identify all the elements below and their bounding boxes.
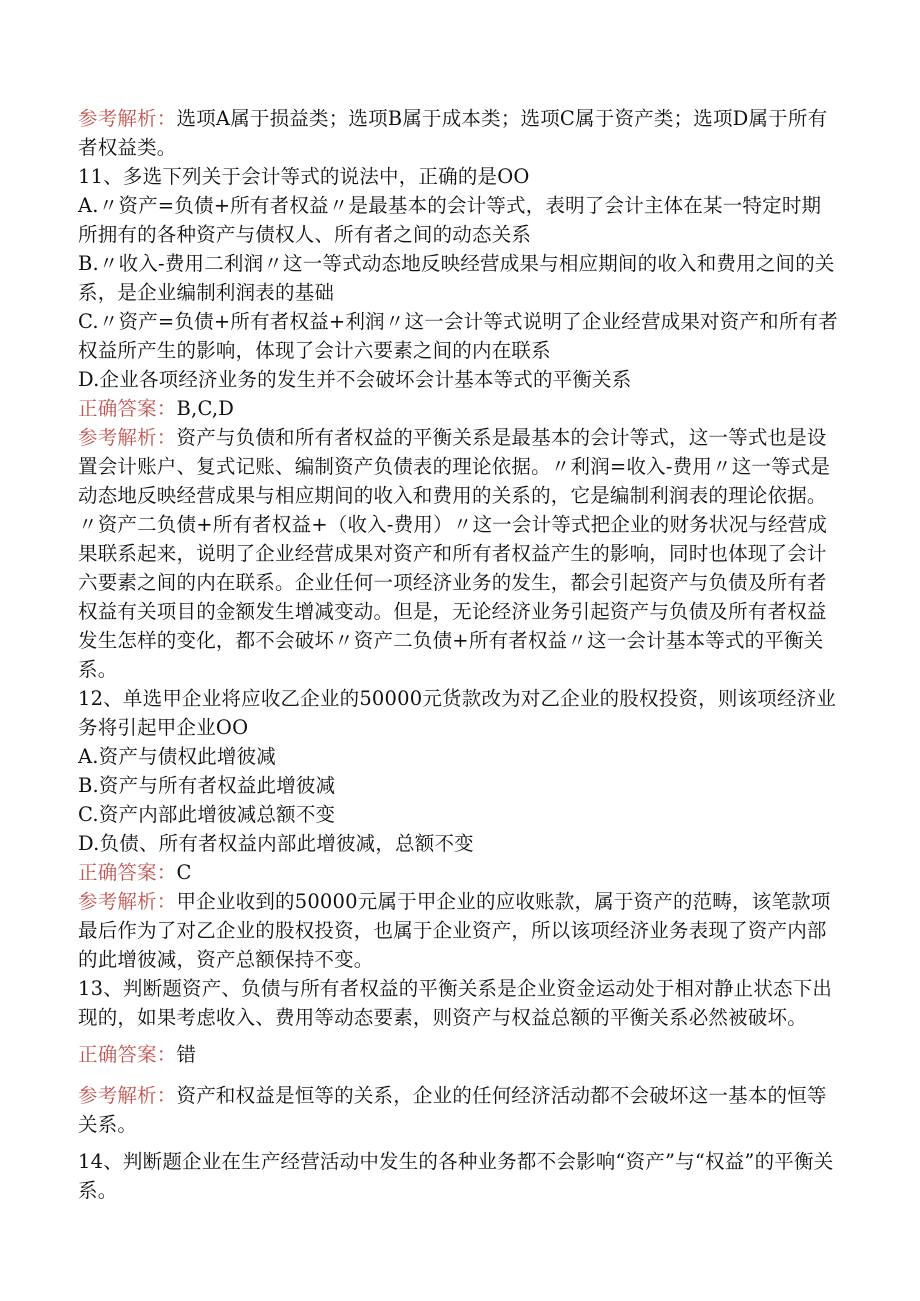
question-11: 11、多选下列关于会计等式的说法中，正确的是OO [78,165,530,188]
answer-label: 正确答案： [78,397,177,420]
analysis-label: 参考解析： [78,426,177,449]
document-page [78,104,838,1205]
answer-label: 正确答案： [78,861,177,884]
analysis-label: 参考解析： [78,890,177,913]
option-b: B.资产与所有者权益此增彼减 [78,774,336,797]
analysis-text: 资产和权益是恒等的关系，企业的任何经济活动都不会破坏这一基本的恒等关系。 [78,1084,827,1136]
option-a: A.资产与债权此增彼减 [78,745,276,768]
analysis-text: 资产与负债和所有者权益的平衡关系是最基本的会计等式，这一等式也是设置会计账户、复式记账、编制资产负债表的理论依据。〃利润=收入-费用〃这一等式是动态地反映经营成果与相应期间的收入和费用的关系的，它是编制利润表的理论依据。〃资产二负债+所有者权益+（收入-费用）〃这一会计等式把企业的财务状况与经营成果联系起来，说明了企业经营成果对资产和所有者权益产生的影响，同时也体现了会计六要素之间的内在联系。企业任何一项经济业务的发生，都会引起资产与负债及所有者权益有关项目的金额发生增减变动。但是，无论经济业务引起资产与负债及所有者权益发生怎样的变化，都不会破坏〃资产二负债+所有者权益〃这一会计基本等式的平衡关系。 [78,426,831,681]
answer-paragraph [78,858,838,887]
answer-label: 正确答案： [78,1043,177,1066]
analysis-paragraph [78,887,838,974]
option-c: C.资产内部此增彼减总额不变 [78,803,336,826]
answer-text: B,C,D [176,397,235,420]
option-c: C.〃资产=负债+所有者权益+利润〃这一会计等式说明了企业经营成果对资产和所有者权益所产生的影响，体现了会计六要素之间的内在联系 [78,310,838,362]
answer-text: 错 [176,1043,197,1066]
question-13: 13、判断题资产、负债与所有者权益的平衡关系是企业资金运动处于相对静止状态下出现的，如果考虑收入、费用等动态要素，则资产与权益总额的平衡关系必然被破坏。 [78,977,833,1029]
question-14: 14、判断题企业在生产经营活动中发生的各种业务都不会影响“资产”与“权益”的平衡关系。 [78,1150,834,1202]
analysis-text: 甲企业收到的50000元属于甲企业的应收账款，属于资产的范畴，该笔款项最后作为了对乙企业的股权投资，也属于企业资产，所以该项经济业务表现了资产内部的此增彼减，资产总额保持不变。 [78,890,831,971]
answer-text: C [176,861,192,884]
option-d: D.企业各项经济业务的发生并不会破坏会计基本等式的平衡关系 [78,368,632,391]
option-b: B.〃收入-费用二利润〃这一等式动态地反映经营成果与相应期间的收入和费用之间的关系，是企业编制利润表的基础 [78,252,835,304]
analysis-paragraph [78,104,838,162]
question-12: 12、单选甲企业将应收乙企业的50000元货款改为对乙企业的股权投资，则该项经济业务将引起甲企业OO [78,687,837,739]
option-a: A.〃资产=负债+所有者权益〃是最基本的会计等式，表明了会计主体在某一特定时期所拥有的各种资产与债权人、所有者之间的动态关系 [78,194,822,246]
option-d: D.负债、所有者权益内部此增彼减，总额不变 [78,832,474,855]
analysis-label: 参考解析： [78,107,177,130]
answer-paragraph [78,1040,838,1069]
analysis-paragraph [78,423,838,684]
analysis-paragraph [78,1081,838,1139]
analysis-label: 参考解析： [78,1084,177,1107]
answer-paragraph [78,394,838,423]
analysis-text: 选项A属于损益类；选项B属于成本类；选项C属于资产类；选项D属于所有者权益类。 [78,107,828,159]
